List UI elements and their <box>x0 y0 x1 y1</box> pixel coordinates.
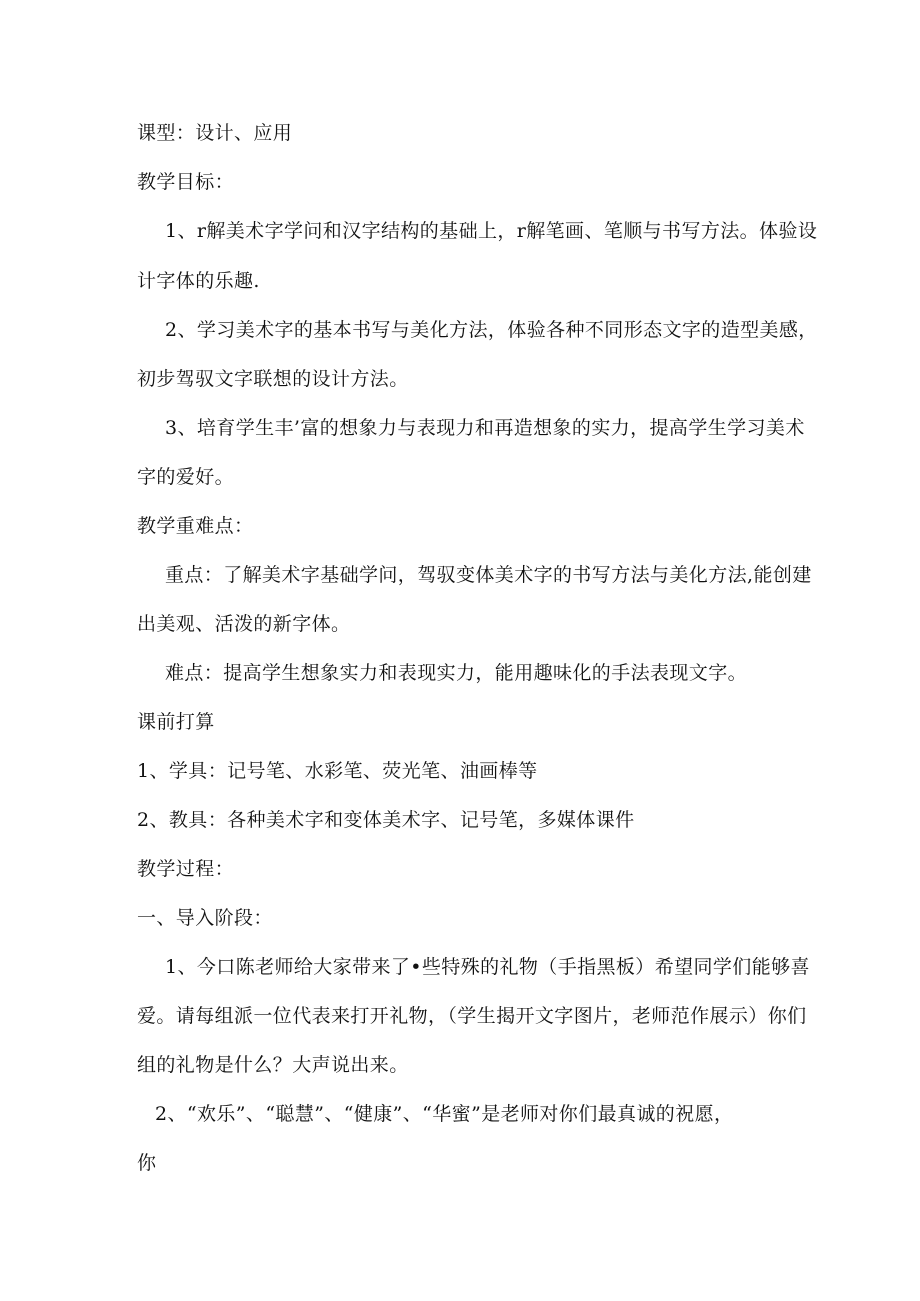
key-point-line-1: 重点：了解美术字基础学问，驾驭变体美术字的书写方法与美化方法,能创建 <box>165 564 812 586</box>
process-heading: 教学过程： <box>137 858 235 880</box>
key-points-heading: 教学重难点： <box>137 515 254 537</box>
step-2-line-2: 你 <box>137 1152 157 1174</box>
objectives-heading: 教学目标： <box>137 171 235 193</box>
step-1-line-3: 组的礼物是什么？大声说出来。 <box>137 1054 409 1076</box>
lesson-type-line: 课型：设计、应用 <box>137 122 293 144</box>
objective-3-line-2: 字的爱好。 <box>137 466 235 488</box>
prep-item-1: 1、学具：记号笔、水彩笔、荧光笔、油画棒等 <box>137 760 538 782</box>
step-1-line-2: 爱。请每组派一位代表来打开礼物，（学生揭开文字图片，老师范作展示）你们 <box>137 1005 807 1027</box>
objective-2-line-1: 2、学习美术字的基本书写与美化方法，体验各种不同形态文字的造型美感， <box>165 319 818 341</box>
step-1-line-1: 1、今口陈老师给大家带来了•些特殊的礼物（手指黑板）希望同学们能够喜 <box>165 956 810 978</box>
key-point-line-2: 出美观、活泼的新字体。 <box>137 613 351 635</box>
objective-2-line-2: 初步驾驭文字联想的设计方法。 <box>137 368 409 390</box>
objective-1-line-2: 计字体的乐趣. <box>137 270 260 292</box>
prep-item-2: 2、教具：各种美术字和变体美术字、记号笔，多媒体课件 <box>137 809 635 831</box>
objective-3-line-1: 3、培育学生丰’富的想象力与表现力和再造想象的实力，提高学生学习美术 <box>165 417 805 439</box>
stage-1-heading: 一、导入阶段： <box>137 907 273 929</box>
difficulty-line: 难点：提高学生想象实力和表现实力，能用趣味化的手法表现文字。 <box>165 662 748 684</box>
objective-1-line-1: 1、r解美术字学问和汉字结构的基础上，r解笔画、笔顺与书写方法。体验设 <box>165 220 818 242</box>
step-2-line-1: 2、“欢乐”、“聪慧”、“健康”、“华蜜”是老师对你们最真诚的祝愿， <box>155 1103 734 1125</box>
prep-heading: 课前打算 <box>137 711 215 733</box>
